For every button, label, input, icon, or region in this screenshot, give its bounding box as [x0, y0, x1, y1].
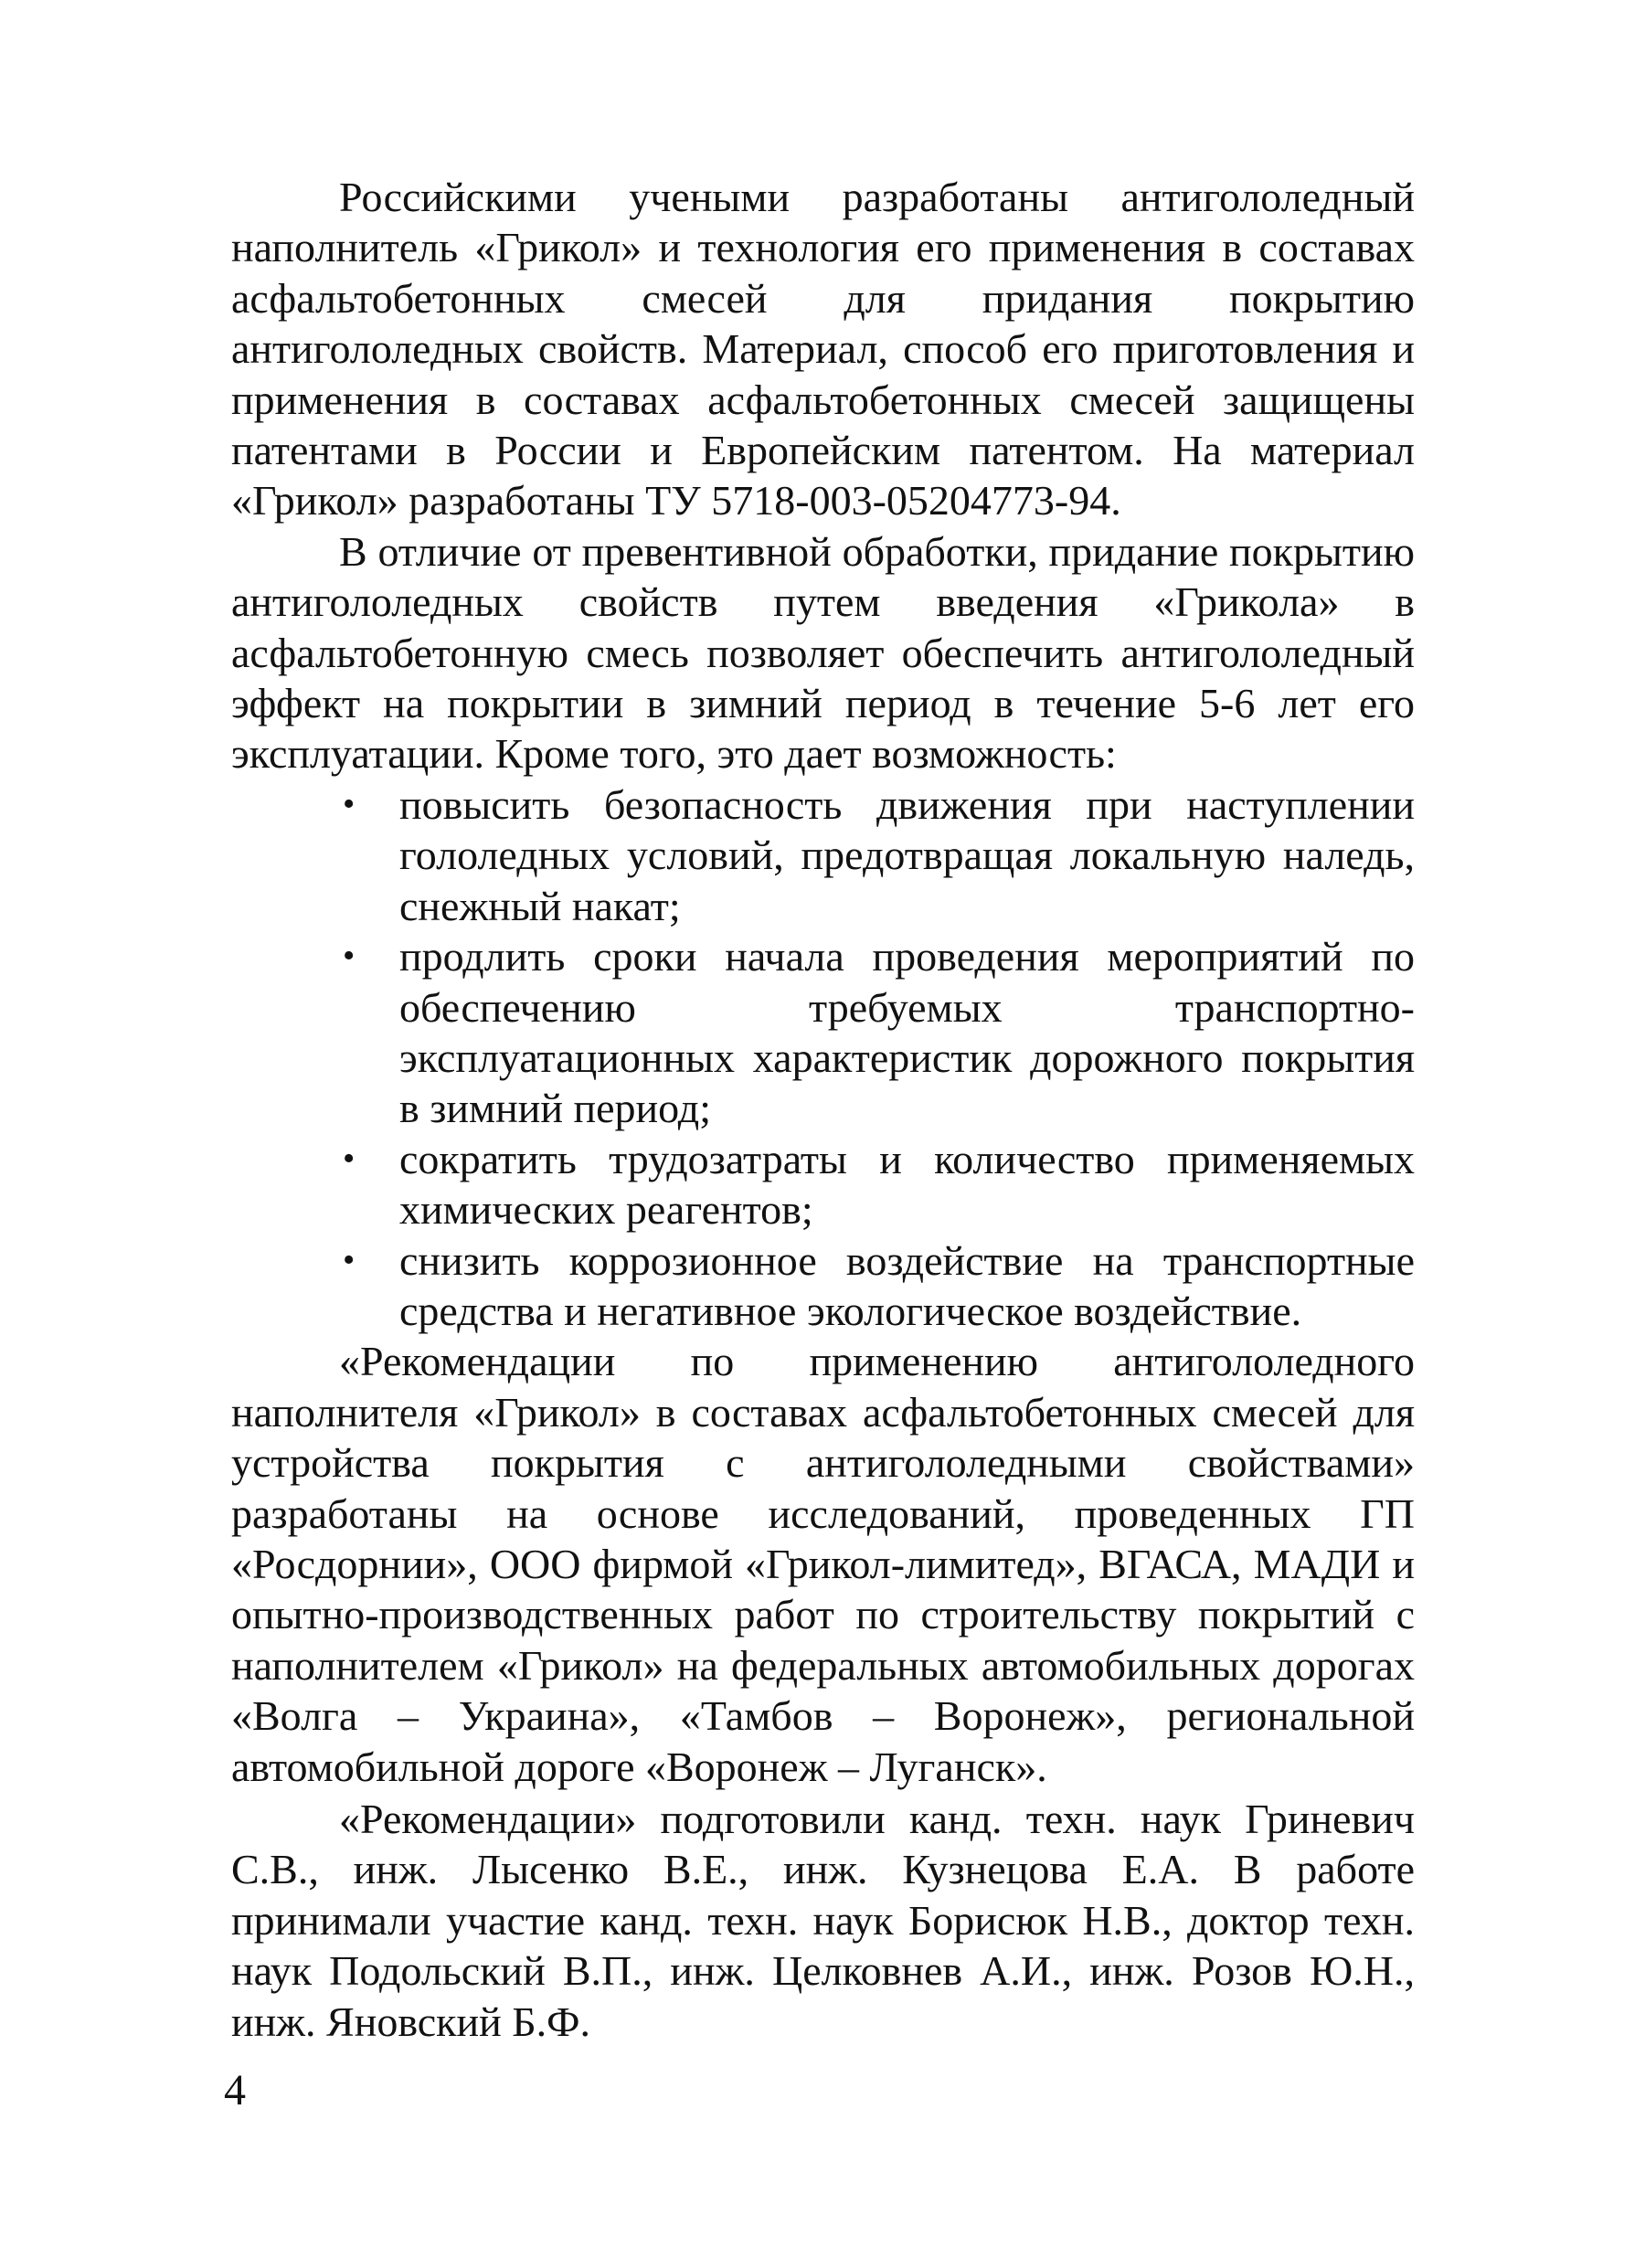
list-item	[231, 779, 1415, 931]
body-text	[231, 172, 1415, 2047]
bullet-icon: •	[343, 784, 356, 823]
list-item	[231, 931, 1415, 1134]
paragraph-advantages: В отличие от превентивной обработки, придание покрытию антигололедных свойств путем введения «Грикола» в асфальтобетонную смесь позволяет обеспечить антигололедный эффект на покрытии в зимний период в течение 5-6 лет его эксплуатации. Кроме того, это дает возможность:	[231, 527, 1415, 778]
list-item	[231, 1134, 1415, 1235]
bullet-icon: •	[343, 937, 356, 976]
list-item	[231, 1235, 1415, 1337]
list-item-text: снизить коррозионное воздействие на транспортные средства и негативное экологическое воздействие.	[399, 1236, 1415, 1334]
list-item-text: сократить трудозатраты и количество применяемых химических реагентов;	[399, 1135, 1415, 1234]
list-item-text: повысить безопасность движения при наступлении гололедных условий, предотвращая локальную наледь, снежный накат;	[399, 780, 1415, 929]
bullet-icon: •	[343, 1139, 356, 1178]
page-number: 4	[224, 2066, 246, 2114]
list-item-text: продлить сроки начала проведения мероприятий по обеспечению требуемых транспортно-эксплуатационных характеристик дорожного покрытия в зимний период;	[399, 933, 1415, 1132]
paragraph-intro: Российскими учеными разработаны антигололедный наполнитель «Грикол» и технология его применения в составах асфальтобетонных смесей для придания покрытию антигололедных свойств. Материал, способ его приготовления и применения в составах асфальтобетонных смесей защищены патентами в России и Европейским патентом. На материал «Грикол» разработаны ТУ 5718-003-05204773-94.	[231, 174, 1415, 525]
paragraph-authors: «Рекомендации» подготовили канд. техн. наук Гриневич С.В., инж. Лысенко В.Е., инж. Кузнецова Е.А. В работе принимали участие канд. техн. наук Борисюк Н.В., доктор техн. наук Подольский В.П., инж. Целковнев А.И., инж. Розов Ю.Н., инж. Яновский Б.Ф.	[231, 1796, 1415, 2045]
advantages-list	[231, 779, 1415, 1336]
paragraph-recommendations: «Рекомендации по применению антигололедного наполнителя «Грикол» в составах асфальтобетонных смесей для устройства покрытия с антигололедными свойствами» разработаны на основе исследований, проведенных ГП «Росдорнии», ООО фирмой «Грикол-лимитед», ВГАСА, МАДИ и опытно-производственных работ по строительству покрытий с наполнителем «Грикол» на федеральных автомобильных дорогах «Волга – Украина», «Тамбов – Воронеж», региональной автомобильной дороге «Воронеж – Луганск».	[231, 1338, 1415, 1790]
bullet-icon: •	[343, 1240, 356, 1279]
